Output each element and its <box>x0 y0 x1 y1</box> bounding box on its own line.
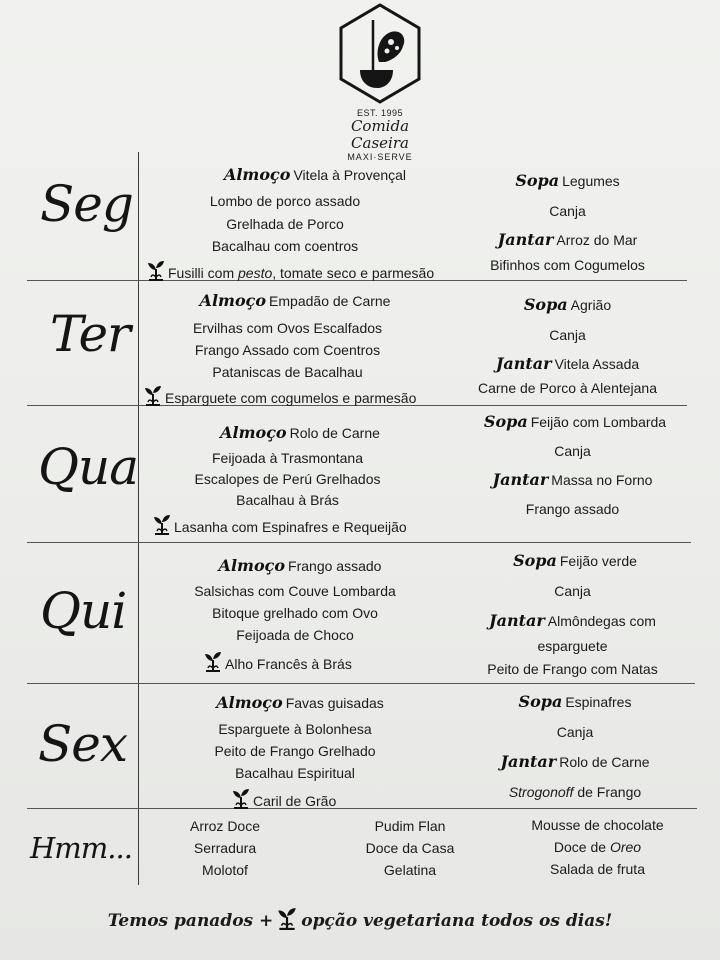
lunch-dish: Bitoque grelhado com Ovo <box>212 605 378 621</box>
dessert-item: Mousse de chocolate <box>531 817 664 833</box>
almoco-line <box>150 166 480 184</box>
sopa-line <box>460 172 675 190</box>
sopa-label: Sopa <box>515 171 560 190</box>
jantar-dish: Almôndegas com <box>547 613 656 629</box>
sopa-line <box>460 693 690 711</box>
dessert-item: Serradura <box>193 840 257 856</box>
brand-name: Comida Caseira <box>350 117 410 152</box>
row-divider <box>27 683 695 684</box>
jantar-dish-2-em: Strogonoff <box>508 784 574 800</box>
almoco-dish: Empadão de Carne <box>269 293 391 309</box>
plant-sprout-icon <box>146 259 166 281</box>
almoco-line <box>150 694 450 712</box>
sopa-line <box>460 296 675 314</box>
jantar-dish-2: Bifinhos com Cogumelos <box>490 257 645 273</box>
sopa-dish: Feijão verde <box>559 553 637 569</box>
lunch-dish: Ervilhas com Ovos Escalfados <box>192 320 383 336</box>
sopa-dish-2: Canja <box>554 583 591 599</box>
dessert-item: Molotof <box>202 862 248 878</box>
lunch-dish: Bacalhau com coentros <box>211 238 359 254</box>
jantar-line <box>460 471 685 489</box>
sopa-line <box>460 552 690 570</box>
footer-text: Temos panados + <box>107 911 274 931</box>
row-divider <box>27 542 691 543</box>
footer-text: opção vegetariana todos os dias! <box>301 911 613 931</box>
sopa-label: Sopa <box>513 551 557 570</box>
lunch-dish: Grelhada de Porco <box>226 216 344 232</box>
dessert-text-em: Oreo <box>609 839 642 855</box>
dessert-item <box>510 839 685 856</box>
vegetarian-dish <box>143 384 443 407</box>
jantar-dish: Rolo de Carne <box>559 754 650 770</box>
sopa-dish-2: Canja <box>556 724 594 740</box>
vegetarian-dish <box>203 650 403 673</box>
jantar-line <box>460 231 675 249</box>
plant-sprout-icon <box>231 787 251 809</box>
jantar-line <box>460 753 690 771</box>
lunch-dish: Pataniscas de Bacalhau <box>212 364 363 380</box>
lunch-dish: Salsichas com Couve Lombarda <box>194 583 396 599</box>
veg-text: Fusilli com <box>168 265 239 281</box>
almoco-label: Almoço <box>220 423 287 442</box>
jantar-label: Jantar <box>497 230 554 249</box>
vegetarian-dish <box>231 787 381 810</box>
jantar-dish: Arroz do Mar <box>556 232 638 248</box>
sopa-dish: Agrião <box>570 297 612 313</box>
jantar-dish-2: Carne de Porco à Alentejana <box>477 380 657 396</box>
day-label-ter: Ter <box>50 305 130 363</box>
vertical-divider <box>138 152 139 885</box>
jantar-line <box>460 612 685 630</box>
almoco-label: Almoço <box>218 556 286 575</box>
lunch-dish: Feijoada à Trasmontana <box>212 450 363 466</box>
sopa-dish-2: Canja <box>554 443 591 459</box>
jantar-line <box>460 355 675 373</box>
almoco-label: Almoço <box>216 693 283 712</box>
dessert-item: Gelatina <box>383 862 437 878</box>
sopa-dish-2: Canja <box>549 327 586 343</box>
jantar-dish-2: Frango assado <box>525 501 620 517</box>
almoco-line <box>150 424 450 442</box>
vegetarian-dish <box>152 513 452 536</box>
sopa-dish: Feijão com Lombarda <box>530 414 667 430</box>
plant-sprout-icon <box>152 513 172 535</box>
plant-sprout-icon <box>143 384 163 406</box>
almoco-label: Almoço <box>223 165 291 184</box>
almoco-label: Almoço <box>199 291 267 310</box>
plant-sprout-icon <box>276 906 298 930</box>
day-label-qui: Qui <box>40 582 127 640</box>
sopa-dish-2: Canja <box>549 203 586 219</box>
veg-text: Alho Francês à Brás <box>225 656 352 672</box>
veg-text-em: pesto <box>238 265 273 281</box>
day-label-sex: Sex <box>38 715 128 773</box>
sopa-label: Sopa <box>483 412 528 431</box>
veg-text: , tomate seco e parmesão <box>272 265 435 281</box>
almoco-line <box>150 557 450 575</box>
jantar-label: Jantar <box>489 611 545 630</box>
jantar-label: Jantar <box>495 354 552 373</box>
dessert-item: Salada de fruta <box>550 861 645 877</box>
sopa-label: Sopa <box>523 295 568 314</box>
lunch-dish: Bacalhau à Brás <box>236 492 339 508</box>
lunch-dish: Feijoada de Choco <box>236 627 354 643</box>
jantar-dish-2-text: de Frango <box>573 784 642 800</box>
sopa-line <box>460 413 690 431</box>
lunch-dish: Peito de Frango Grelhado <box>214 743 376 759</box>
day-label-seg: Seg <box>40 175 133 233</box>
footer-note <box>0 906 720 931</box>
jantar-dish: Vitela Assada <box>554 356 640 372</box>
lunch-dish: Bacalhau Espiritual <box>235 765 355 781</box>
jantar-dish-cont: esparguete <box>537 638 608 654</box>
almoco-dish: Rolo de Carne <box>289 425 380 441</box>
dessert-item: Pudim Flan <box>374 818 446 834</box>
almoco-dish: Frango assado <box>288 558 382 574</box>
lunch-dish: Lombo de porco assado <box>209 193 361 209</box>
lunch-dish: Frango Assado com Coentros <box>194 342 381 358</box>
sopa-dish: Espinafres <box>565 694 632 710</box>
est-year: EST. 1995 <box>356 108 404 118</box>
sopa-dish: Legumes <box>562 173 620 189</box>
jantar-dish-2 <box>460 784 690 801</box>
dessert-item: Doce da Casa <box>365 840 455 856</box>
jantar-label: Jantar <box>500 752 557 771</box>
lunch-dish: Escalopes de Perú Grelhados <box>194 471 381 487</box>
almoco-dish: Vitela à Provençal <box>293 167 407 183</box>
day-label-qua: Qua <box>38 438 139 496</box>
lunch-dish: Esparguete à Bolonhesa <box>218 721 372 737</box>
vegetarian-dish <box>146 259 446 282</box>
almoco-dish: Favas guisadas <box>285 695 384 711</box>
sopa-label: Sopa <box>518 692 563 711</box>
almoco-line <box>150 292 440 310</box>
brand-subtitle: MAXI·SERVE <box>347 152 413 162</box>
dessert-text: Doce de <box>553 839 610 855</box>
dessert-label: Hmm... <box>30 831 132 865</box>
veg-text: Caril de Grão <box>253 793 337 809</box>
veg-text: Esparguete com cogumelos e parmesão <box>165 390 417 406</box>
dessert-item: Arroz Doce <box>189 818 261 834</box>
ladle-hexagon-logo-icon <box>335 2 425 106</box>
jantar-dish-2: Peito de Frango com Natas <box>487 661 658 677</box>
veg-text: Lasanha com Espinafres e Requeijão <box>174 519 407 535</box>
plant-sprout-icon <box>203 650 223 672</box>
restaurant-logo <box>330 2 430 162</box>
jantar-dish: Massa no Forno <box>551 472 653 488</box>
jantar-label: Jantar <box>492 470 549 489</box>
